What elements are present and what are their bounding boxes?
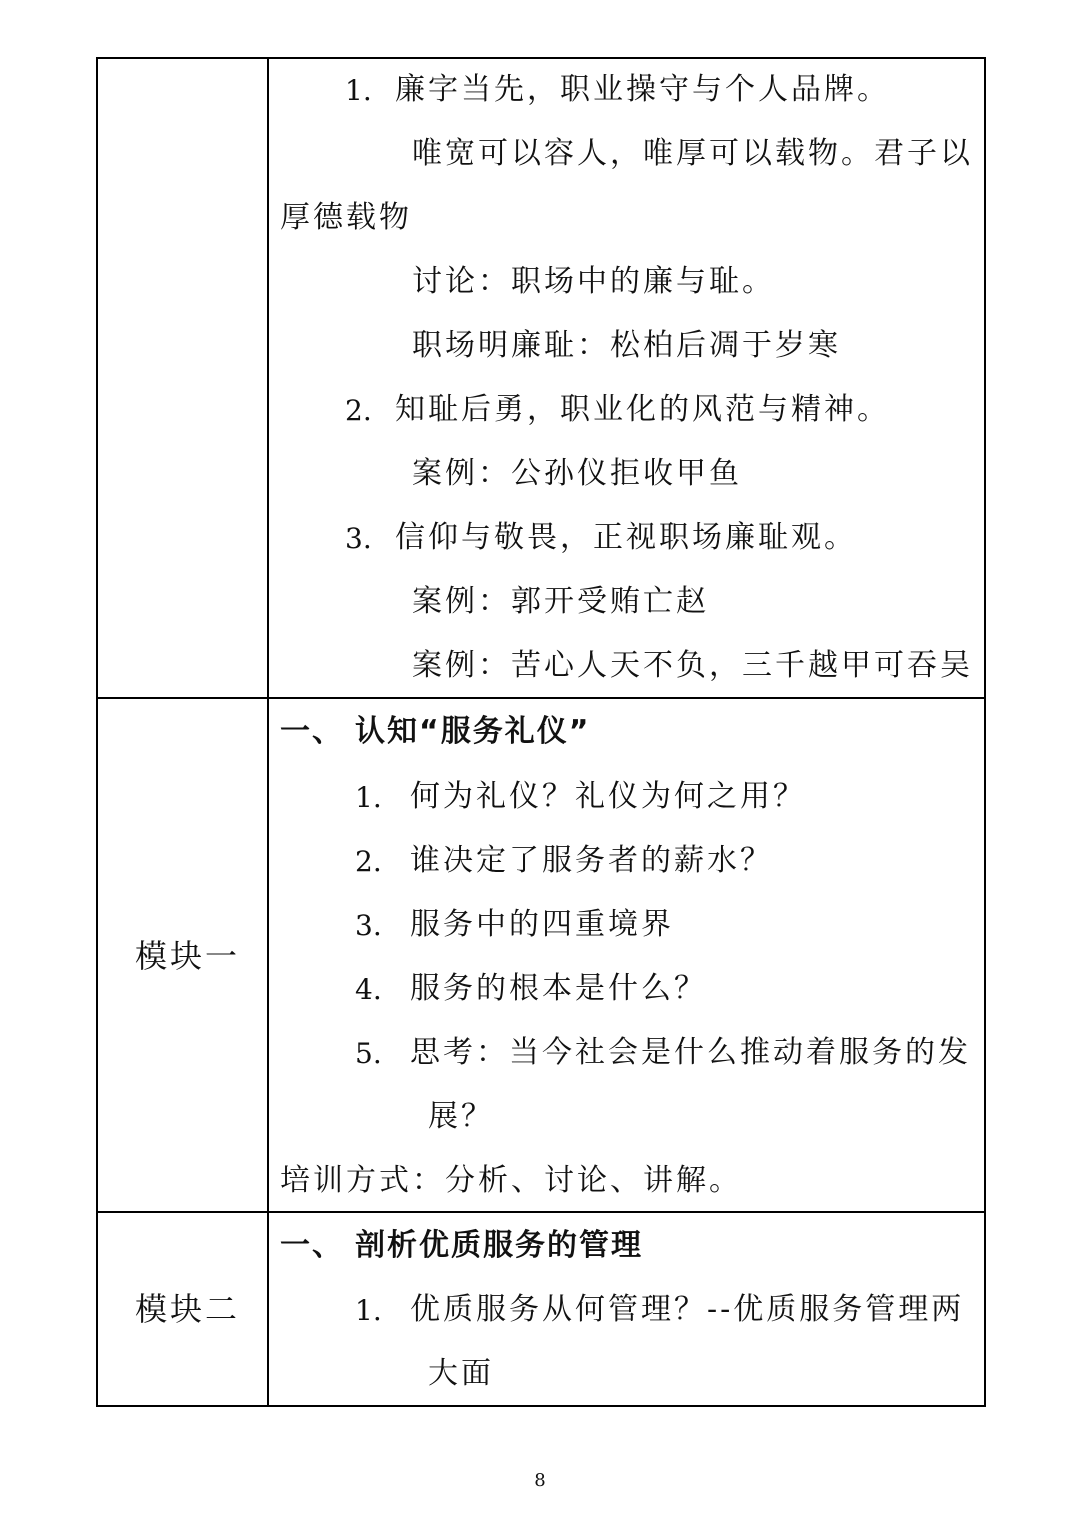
list-number: 3. — [355, 909, 382, 942]
body-text: 职场明廉耻：松柏后凋于岁寒 — [412, 328, 841, 363]
section-number: 一、 — [280, 1228, 344, 1263]
list-item-text: 谁决定了服务者的薪水？ — [410, 843, 773, 878]
training-method: 培训方式：分析、讨论、讲解。 — [280, 1163, 742, 1198]
table-border-top — [96, 57, 986, 59]
list-number: 2. — [355, 845, 382, 878]
list-number: 4. — [355, 973, 382, 1006]
list-item-text: 服务中的四重境界 — [410, 907, 674, 942]
module-label: 模块二 — [135, 1290, 241, 1328]
list-item-text: 廉字当先，职业操守与个人品牌。 — [395, 72, 890, 107]
list-item-text: 服务的根本是什么？ — [410, 971, 707, 1006]
table-border-right — [984, 57, 986, 1407]
list-item-text: 优质服务从何管理？--优质服务管理两 — [410, 1292, 965, 1327]
list-number: 1. — [355, 781, 382, 814]
quote-line: 唯宽可以容人，唯厚可以载物。君子以 — [412, 136, 973, 171]
module-label: 模块一 — [135, 937, 241, 975]
section-heading: 剖析优质服务的管理 — [355, 1228, 643, 1263]
list-item-text: 思考：当今社会是什么推动着服务的发 — [410, 1035, 971, 1070]
table-border-bottom — [96, 1405, 986, 1407]
section-heading: 认知“服务礼仪” — [355, 714, 591, 749]
list-item-continuation: 展？ — [428, 1099, 494, 1134]
case-text: 案例：公孙仪拒收甲鱼 — [412, 456, 742, 491]
table-border-left — [96, 57, 98, 1407]
discussion-text: 讨论：职场中的廉与耻。 — [412, 264, 775, 299]
list-number: 2. — [345, 394, 372, 427]
case-text: 案例：苦心人天不负，三千越甲可吞吴 — [412, 648, 973, 683]
quote-line: 厚德载物 — [280, 200, 412, 235]
section-number: 一、 — [280, 714, 344, 749]
list-number: 1. — [355, 1294, 382, 1327]
list-item-continuation: 大面 — [428, 1356, 494, 1391]
list-item-text: 信仰与敬畏，正视职场廉耻观。 — [395, 520, 857, 555]
case-text: 案例：郭开受贿亡赵 — [412, 584, 709, 619]
page-number: 8 — [534, 1470, 546, 1491]
table-column-divider — [267, 57, 269, 1407]
list-item-text: 知耻后勇，职业化的风范与精神。 — [395, 392, 890, 427]
table-row-divider-2 — [96, 1211, 986, 1213]
table-row-divider-1 — [96, 697, 986, 699]
list-number: 1. — [345, 74, 372, 107]
list-number: 3. — [345, 522, 372, 555]
list-number: 5. — [355, 1037, 382, 1070]
list-item-text: 何为礼仪？礼仪为何之用？ — [410, 779, 806, 814]
